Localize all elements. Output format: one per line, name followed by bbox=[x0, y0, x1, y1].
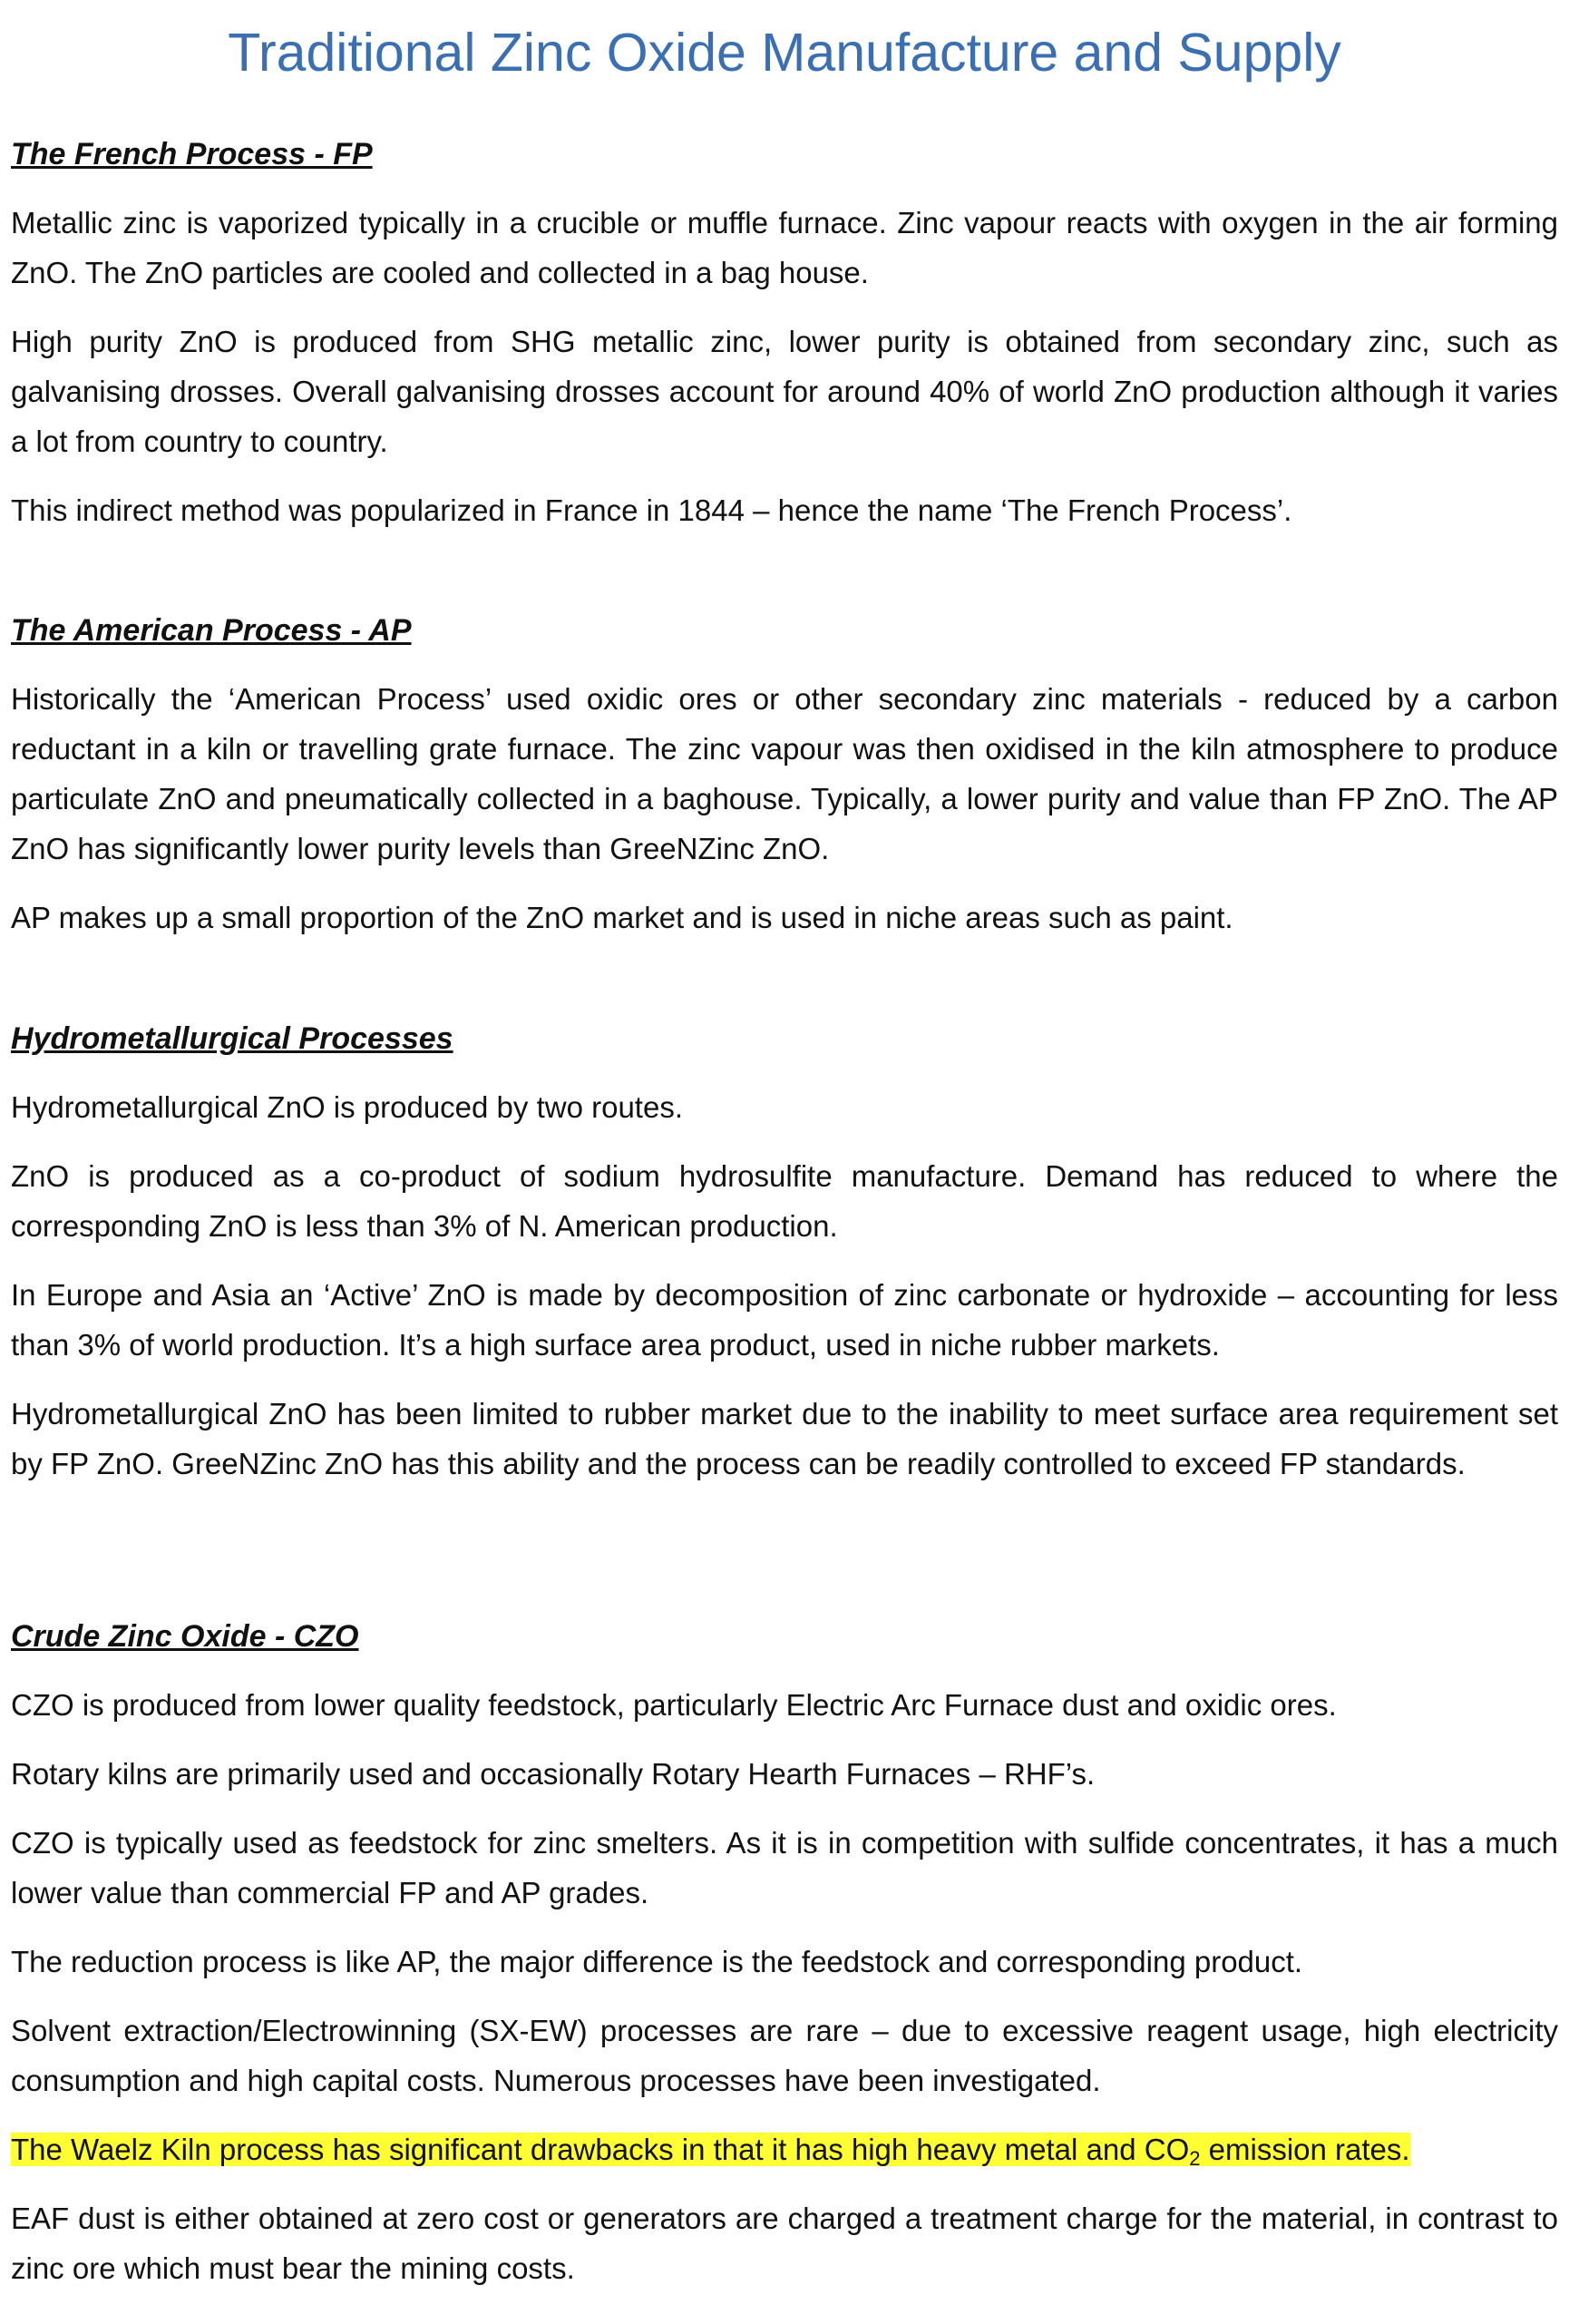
section-heading: Crude Zinc Oxide - CZO bbox=[11, 1619, 359, 1654]
paragraph: CZO is typically used as feedstock for zinc smelters. As it is in competition with sulfide concentrates, it has a much lower value than commercial FP and AP grades. bbox=[11, 1826, 1558, 1909]
section-crude-zinc-oxide bbox=[11, 1616, 1558, 2312]
paragraph: The reduction process is like AP, the major difference is the feedstock and corresponding product. bbox=[11, 1945, 1303, 1978]
paragraph: Metallic zinc is vaporized typically in a crucible or muffle furnace. Zinc vapour reacts with oxygen in the air forming ZnO. The ZnO particles are cooled and collected in a bag house. bbox=[11, 206, 1558, 289]
section-american-process bbox=[11, 610, 1558, 962]
section-french-process bbox=[11, 134, 1558, 554]
paragraph: In Europe and Asia an ‘Active’ ZnO is made by decomposition of zinc carbonate or hydroxide – accounting for less than 3% of world production. It’s a high surface area product, used in niche rubber markets. bbox=[11, 1278, 1558, 1362]
section-heading: The French Process - FP bbox=[11, 137, 373, 171]
paragraph: Hydrometallurgical ZnO has been limited to rubber market due to the inability to meet surface area requirement set by FP ZnO. GreeNZinc ZnO has this ability and the process can be readily controlled to exceed FP standards. bbox=[11, 1397, 1558, 1480]
paragraph: This indirect method was popularized in France in 1844 – hence the name ‘The French Process’. bbox=[11, 493, 1292, 527]
paragraph: EAF dust is either obtained at zero cost or generators are charged a treatment charge for the material, in contrast to zinc ore which must bear the mining costs. bbox=[11, 2202, 1558, 2285]
paragraph: Rotary kilns are primarily used and occasionally Rotary Hearth Furnaces – RHF’s. bbox=[11, 1757, 1096, 1791]
highlighted-paragraph bbox=[11, 2124, 1558, 2174]
paragraph: Hydrometallurgical ZnO is produced by two routes. bbox=[11, 1090, 683, 1124]
section-heading: Hydrometallurgical Processes bbox=[11, 1021, 453, 1056]
paragraph: High purity ZnO is produced from SHG metallic zinc, lower purity is obtained from secondary zinc, such as galvanising drosses. Overall galvanising drosses account for around 40% of world ZnO production although it varies a lot from country to country. bbox=[11, 325, 1558, 458]
paragraph: CZO is produced from lower quality feedstock, particularly Electric Arc Furnace dust and oxidic ores. bbox=[11, 1688, 1337, 1722]
paragraph: Solvent extraction/Electrowinning (SX-EW) processes are rare – due to excessive reagent usage, high electricity consumption and high capital costs. Numerous processes have been investigated. bbox=[11, 2014, 1558, 2097]
section-hydrometallurgical bbox=[11, 1019, 1558, 1508]
paragraph: AP makes up a small proportion of the ZnO market and is used in niche areas such as paint. bbox=[11, 901, 1233, 934]
highlight-text-before: The Waelz Kiln process has significant drawbacks in that it has high heavy metal and CO bbox=[11, 2133, 1190, 2166]
highlight-text-after: emission rates. bbox=[1200, 2133, 1410, 2166]
highlight-marker bbox=[11, 2133, 1410, 2170]
highlight-subscript: 2 bbox=[1189, 2147, 1201, 2170]
section-heading: The American Process - AP bbox=[11, 613, 412, 648]
paragraph: Historically the ‘American Process’ used oxidic ores or other secondary zinc materials - reduced by a carbon reductant in a kiln or travelling grate furnace. The zinc vapour was then oxidised in the kiln atmosphere to produce particulate ZnO and pneumatically collected in a baghouse. Typically, a lower purity and value than FP ZnO. The AP ZnO has significantly lower purity levels than GreeNZinc ZnO. bbox=[11, 682, 1558, 865]
page-title: Traditional Zinc Oxide Manufacture and Supply bbox=[228, 23, 1341, 83]
paragraph: ZnO is produced as a co-product of sodium hydrosulfite manufacture. Demand has reduced to where the corresponding ZnO is less than 3% of N. American production. bbox=[11, 1159, 1558, 1243]
